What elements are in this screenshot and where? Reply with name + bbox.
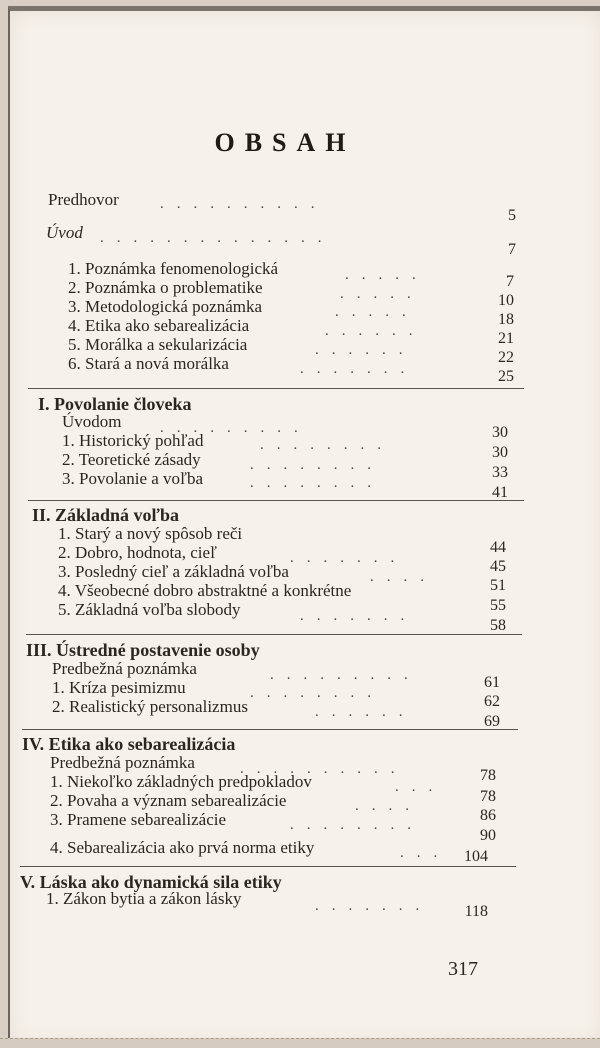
leader-dots: .... <box>370 569 437 585</box>
leader-dots: ........ <box>250 457 384 473</box>
leader-dots: ........ <box>260 437 394 453</box>
toc-entry: 1. Niekoľko základných predpokladov <box>50 772 312 791</box>
page-ref: 22 <box>498 349 514 366</box>
toc-entry: 1. Historický pohľad <box>62 431 204 450</box>
page-ref: 10 <box>498 292 514 309</box>
toc-entry: 2. Dobro, hodnota, cieľ <box>58 543 217 562</box>
page-ref: 30 <box>492 424 508 441</box>
leader-dots: .............. <box>100 230 335 246</box>
leader-dots: .... <box>355 798 422 814</box>
page-ref: 21 <box>498 330 514 347</box>
section-divider <box>28 500 524 501</box>
toc-entry: 3. Povolanie a voľba <box>62 469 203 488</box>
toc-entry: 1. Zákon bytia a zákon lásky <box>46 889 242 908</box>
leader-dots: ....... <box>315 898 433 914</box>
leader-dots: ..... <box>340 286 424 302</box>
toc-entry: Úvodom <box>62 412 122 431</box>
toc-entry: 2. Poznámka o problematike <box>68 278 263 297</box>
page-ref: 18 <box>498 311 514 328</box>
toc-entry: 4. Etika ako sebarealizácia <box>68 316 250 335</box>
toc-entry: 2. Realistický personalizmus <box>52 697 248 716</box>
page-ref: 78 <box>480 767 496 784</box>
toc-entry: 2. Teoretické zásady <box>62 450 201 469</box>
page-ref: 7 <box>506 273 514 290</box>
toc-entry: 4. Sebarealizácia ako prvá norma etiky <box>50 838 315 857</box>
leader-dots: ....... <box>300 361 418 377</box>
toc-heading: OBSAH <box>214 128 356 157</box>
section-divider <box>20 866 516 867</box>
leader-dots: ..... <box>345 267 429 283</box>
page-ref: 90 <box>480 827 496 844</box>
page-ref: 25 <box>498 368 514 385</box>
leader-dots: ... <box>395 779 446 795</box>
page-ref: 51 <box>490 577 506 594</box>
toc-entry: Predbežná poznámka <box>52 659 197 678</box>
leader-dots: .......... <box>240 761 408 777</box>
leader-dots: ........ <box>250 685 384 701</box>
page-ref: 41 <box>492 484 508 501</box>
leader-dots: .......... <box>160 196 328 212</box>
leader-dots: ....... <box>300 608 418 624</box>
page-ref: 5 <box>508 207 516 224</box>
part-title: V. Láska ako dynamická sila etiky <box>20 872 282 892</box>
toc-entry-predhovor: Predhovor <box>48 190 119 209</box>
section-divider <box>28 388 524 389</box>
leader-dots: ........ <box>250 475 384 491</box>
page-ref: 33 <box>492 464 508 481</box>
page-ref: 44 <box>490 539 506 556</box>
section-divider <box>22 729 518 730</box>
leader-dots: ...... <box>315 704 416 720</box>
toc-entry: 4. Všeobecné dobro abstraktné a konkrétne <box>58 581 352 600</box>
page-ref: 78 <box>480 788 496 805</box>
page-ref: 104 <box>464 848 488 865</box>
leader-dots: ..... <box>335 304 419 320</box>
toc-entry: 1. Poznámka fenomenologická <box>68 259 279 278</box>
page-ref: 69 <box>484 713 500 730</box>
toc-entry: 1. Kríza pesimizmu <box>52 678 186 697</box>
toc-entry: 3. Metodologická poznámka <box>68 297 263 316</box>
toc-entry: 1. Starý a nový spôsob reči <box>58 524 243 543</box>
toc-entry: Predbežná poznámka <box>50 753 195 772</box>
toc-entry-uvod: Úvod <box>46 223 83 242</box>
toc-entry: 5. Základná voľba slobody <box>58 600 241 619</box>
part-title: III. Ústredné postavenie osoby <box>26 640 260 660</box>
toc-entry: 3. Pramene sebarealizácie <box>50 810 227 829</box>
page-ref: 45 <box>490 558 506 575</box>
section-divider <box>26 634 522 635</box>
leader-dots: ...... <box>315 342 416 358</box>
toc-entry: 2. Povaha a význam sebarealizácie <box>50 791 287 810</box>
toc-entry: 3. Posledný cieľ a základná voľba <box>58 562 289 581</box>
leader-dots: ... <box>400 845 451 861</box>
page-ref: 86 <box>480 807 496 824</box>
page-ref: 7 <box>508 241 516 258</box>
part-title: II. Základná voľba <box>32 505 179 525</box>
leader-dots: ...... <box>325 323 426 339</box>
leader-dots: ......... <box>160 420 311 436</box>
leader-dots: ........ <box>290 817 424 833</box>
page-ref: 118 <box>464 903 488 920</box>
toc-entry: 6. Stará a nová morálka <box>68 354 229 373</box>
toc-entry: 5. Morálka a sekularizácia <box>68 335 248 354</box>
leader-dots: ....... <box>290 550 408 566</box>
part-title: IV. Etika ako sebarealizácia <box>22 734 236 754</box>
page-ref: 55 <box>490 597 506 614</box>
page-number: 317 <box>448 958 478 980</box>
page-ref: 58 <box>490 617 506 634</box>
part-title: I. Povolanie človeka <box>38 394 192 414</box>
leader-dots: ......... <box>270 667 421 683</box>
page-ref: 62 <box>484 693 500 710</box>
page-ref: 30 <box>492 444 508 461</box>
page-ref: 61 <box>484 674 500 691</box>
